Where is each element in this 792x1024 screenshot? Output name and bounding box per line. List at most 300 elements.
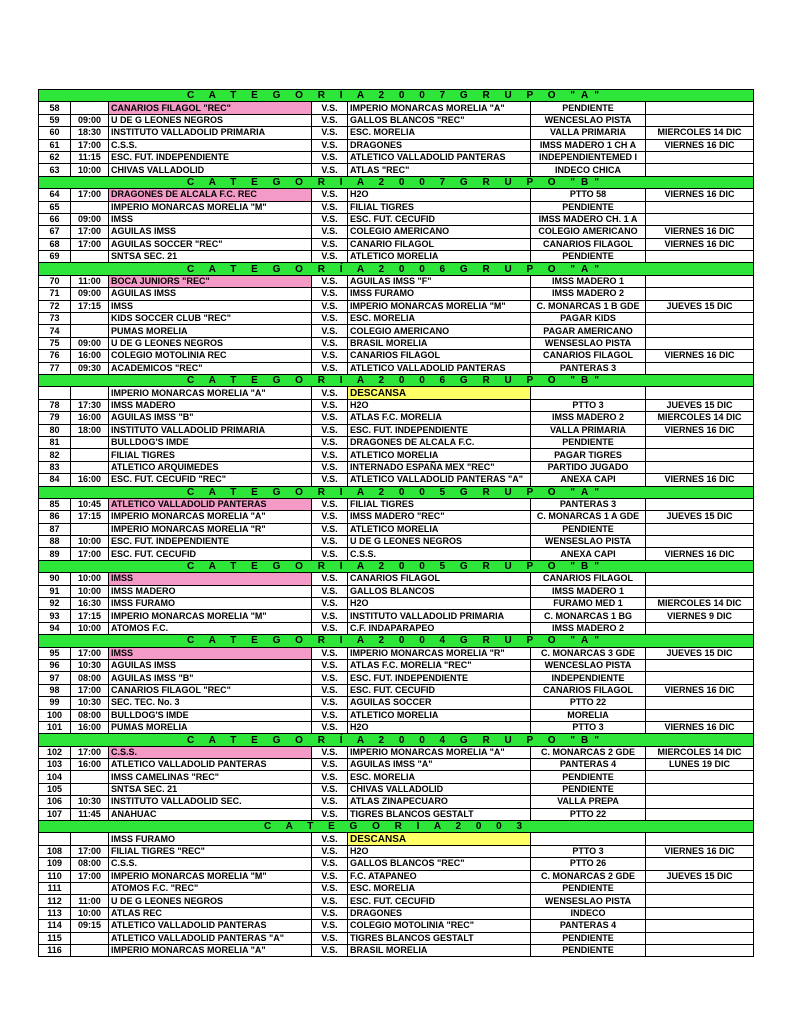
match-venue: C. MONARCAS 1 B GDE [531,300,646,312]
versus-label: V.S. [312,573,348,585]
home-team: C.S.S. [109,746,312,758]
away-team: H2O [348,598,531,610]
category-header [39,263,754,275]
match-time [71,201,109,213]
table-row [39,251,754,263]
match-number: 106 [39,796,71,808]
match-number: 109 [39,858,71,870]
away-team: H2O [348,189,531,201]
match-venue: PANTERAS 3 [531,362,646,374]
home-team: AGUILAS IMSS [109,288,312,300]
away-team: U DE G LEONES NEGROS [348,536,531,548]
away-team: GALLOS BLANCOS "REC" [348,114,531,126]
match-date [646,536,754,548]
match-venue: CANARIOS FILAGOL [531,684,646,696]
match-time: 16:00 [71,412,109,424]
match-date: VIERNES 16 DIC [646,684,754,696]
match-venue: C. MONARCAS 2 GDE [531,870,646,882]
away-team: CANARIOS FILAGOL [348,573,531,585]
versus-label: V.S. [312,548,348,560]
versus-label: V.S. [312,412,348,424]
match-date [646,498,754,510]
category-header [39,486,754,498]
home-team: AGUILAS IMSS [109,226,312,238]
match-date [646,771,754,783]
away-team: INTERNADO ESPAÑA MEX "REC" [348,461,531,473]
home-team: IMSS [109,573,312,585]
match-date: VIERNES 16 DIC [646,474,754,486]
match-venue: PENDIENTE [531,944,646,956]
versus-label: V.S. [312,275,348,287]
match-time [71,932,109,944]
away-team: C.S.S. [348,548,531,560]
away-team: FILIAL TIGRES [348,498,531,510]
versus-label: V.S. [312,325,348,337]
table-row [39,275,754,287]
away-team: H2O [348,845,531,857]
match-number: 96 [39,659,71,671]
away-team: IMPERIO MONARCAS MORELIA "R" [348,647,531,659]
table-row [39,659,754,671]
table-row [39,523,754,535]
match-venue: C. MONARCAS 1 BG [531,610,646,622]
table-row [39,461,754,473]
home-team: CANARIOS FILAGOL "REC" [109,102,312,114]
match-venue: IMSS MADERO 2 [531,288,646,300]
match-venue: PENDIENTE [531,251,646,263]
match-venue: CANARIOS FILAGOL [531,573,646,585]
match-time: 17:15 [71,511,109,523]
home-team: C.S.S. [109,858,312,870]
versus-label: V.S. [312,139,348,151]
versus-label: V.S. [312,920,348,932]
match-time [71,883,109,895]
match-time: 11:00 [71,275,109,287]
versus-label: V.S. [312,858,348,870]
match-number: 62 [39,151,71,163]
versus-label: V.S. [312,659,348,671]
match-number: 113 [39,907,71,919]
versus-label: V.S. [312,523,348,535]
table-row [39,721,754,733]
table-row [39,536,754,548]
match-number: 83 [39,461,71,473]
away-team: ESC. FUT. INDEPENDIENTE [348,424,531,436]
table-row [39,548,754,560]
match-number: 98 [39,684,71,696]
match-time: 09:00 [71,114,109,126]
match-venue: IMSS MADERO 2 [531,622,646,634]
away-team: DESCANSA [348,833,531,845]
away-team: ATLETICO MORELIA [348,251,531,263]
match-time: 16:00 [71,350,109,362]
home-team: IMPERIO MONARCAS MORELIA "M" [109,610,312,622]
category-title: C A T E G O R Í A 2 0 0 6 G R U P O "B" [39,374,754,386]
home-team: C.S.S. [109,139,312,151]
category-header [39,821,754,833]
home-team: COLEGIO MOTOLINIA REC [109,350,312,362]
match-venue: PTTO 22 [531,697,646,709]
match-venue: PENDIENTE [531,783,646,795]
table-row [39,226,754,238]
versus-label: V.S. [312,114,348,126]
away-team: GALLOS BLANCOS "REC" [348,858,531,870]
match-date: JUEVES 15 DIC [646,300,754,312]
match-time [71,102,109,114]
match-venue: PENDIENTE [531,883,646,895]
table-row [39,201,754,213]
away-team: IMPERIO MONARCAS MORELIA "A" [348,102,531,114]
match-venue: ANEXA CAPI [531,474,646,486]
table-row [39,684,754,696]
away-team: AGUILAS IMSS "F" [348,275,531,287]
table-row [39,783,754,795]
home-team: IMSS CAMELINAS "REC" [109,771,312,783]
match-time: 17:00 [71,845,109,857]
away-team: IMPERIO MONARCAS MORELIA "M" [348,300,531,312]
away-team: ATLAS F.C. MORELIA [348,412,531,424]
versus-label: V.S. [312,362,348,374]
away-team: ESC. FUT. INDEPENDIENTE [348,672,531,684]
table-row [39,697,754,709]
away-team: COLEGIO MOTOLINIA "REC" [348,920,531,932]
away-team: ATLAS "REC" [348,164,531,176]
home-team: SEC. TEC. No. 3 [109,697,312,709]
away-team: CANARIO FILAGOL [348,238,531,250]
category-header [39,734,754,746]
table-row [39,412,754,424]
match-number: 82 [39,449,71,461]
match-number: 103 [39,759,71,771]
match-number: 85 [39,498,71,510]
category-header [39,176,754,188]
match-time: 09:00 [71,337,109,349]
match-time: 17:15 [71,300,109,312]
match-date [646,659,754,671]
match-date [646,461,754,473]
away-team: ESC. MORELIA [348,771,531,783]
away-team: H2O [348,399,531,411]
match-venue: CANARIOS FILAGOL [531,238,646,250]
versus-label: V.S. [312,387,348,399]
category-title: C A T E G O R Í A 2 0 0 7 G R U P O "A" [39,90,754,102]
home-team: IMSS [109,300,312,312]
match-time: 17:00 [71,684,109,696]
match-date: VIERNES 16 DIC [646,424,754,436]
match-date [646,783,754,795]
match-date: VIERNES 16 DIC [646,189,754,201]
match-number: 110 [39,870,71,882]
match-venue: PENDIENTE [531,436,646,448]
match-venue: PANTERAS 4 [531,920,646,932]
match-number: 112 [39,895,71,907]
table-row [39,672,754,684]
match-date [646,932,754,944]
away-team: GALLOS BLANCOS [348,585,531,597]
match-date [646,151,754,163]
category-header [39,374,754,386]
match-number: 89 [39,548,71,560]
match-number: 79 [39,412,71,424]
table-row [39,449,754,461]
away-team: C.F. INDAPARAPEO [348,622,531,634]
match-venue: WENCESLAO PISTA [531,659,646,671]
table-row [39,337,754,349]
table-row [39,932,754,944]
away-team: BRASIL MORELIA [348,944,531,956]
match-venue: PAGAR TIGRES [531,449,646,461]
home-team: SNTSA SEC. 21 [109,783,312,795]
match-number: 68 [39,238,71,250]
away-team: AGUILAS IMSS "A" [348,759,531,771]
match-number: 70 [39,275,71,287]
match-venue: WENCESLAO PISTA [531,114,646,126]
table-row [39,387,754,399]
away-team: F.C. ATAPANEO [348,870,531,882]
match-venue: INDECO [531,907,646,919]
match-venue: IMSS MADERO 1 [531,585,646,597]
match-time: 17:00 [71,647,109,659]
table-row [39,350,754,362]
home-team: IMPERIO MONARCAS MORELIA "A" [109,387,312,399]
match-date: MIERCOLES 14 DIC [646,127,754,139]
match-time: 18:30 [71,127,109,139]
match-number: 90 [39,573,71,585]
away-team: TIGRES BLANCOS GESTALT [348,932,531,944]
home-team: IMPERIO MONARCAS MORELIA "A" [109,944,312,956]
table-row [39,436,754,448]
match-time [71,387,109,399]
match-venue: PTTO 22 [531,808,646,820]
table-row [39,870,754,882]
match-venue: C. MONARCAS 3 GDE [531,647,646,659]
match-venue: MORELIA [531,709,646,721]
match-date: MIERCOLES 14 DIC [646,412,754,424]
away-team: IMSS FURAMO [348,288,531,300]
match-time: 16:00 [71,474,109,486]
table-row [39,139,754,151]
match-number: 80 [39,424,71,436]
match-date: JUEVES 15 DIC [646,870,754,882]
match-venue: PARTIDO JUGADO [531,461,646,473]
match-time [71,436,109,448]
away-team: DRAGONES DE ALCALA F.C. [348,436,531,448]
match-time: 09:30 [71,362,109,374]
match-venue: WENSESLAO PISTA [531,895,646,907]
versus-label: V.S. [312,164,348,176]
versus-label: V.S. [312,783,348,795]
versus-label: V.S. [312,622,348,634]
match-number: 84 [39,474,71,486]
away-team: CANARIOS FILAGOL [348,350,531,362]
match-date: VIERNES 16 DIC [646,238,754,250]
match-time: 16:00 [71,721,109,733]
match-number: 72 [39,300,71,312]
versus-label: V.S. [312,796,348,808]
match-date [646,201,754,213]
versus-label: V.S. [312,845,348,857]
versus-label: V.S. [312,213,348,225]
match-time: 08:00 [71,858,109,870]
away-team: ESC. FUT. CECUFID [348,684,531,696]
match-time [71,771,109,783]
match-venue: PAGAR AMERICANO [531,325,646,337]
versus-label: V.S. [312,251,348,263]
match-date [646,895,754,907]
match-time: 16:00 [71,759,109,771]
match-time: 10:00 [71,585,109,597]
away-team: ATLETICO VALLADOLID PANTERAS [348,362,531,374]
table-row [39,907,754,919]
match-time: 11:15 [71,151,109,163]
away-team: AGUILAS SOCCER [348,697,531,709]
match-date: VIERNES 16 DIC [646,139,754,151]
table-row [39,746,754,758]
match-number: 87 [39,523,71,535]
versus-label: V.S. [312,585,348,597]
versus-label: V.S. [312,424,348,436]
match-time: 17:00 [71,226,109,238]
home-team: ATLETICO ARQUIMEDES [109,461,312,473]
match-date [646,288,754,300]
match-date [646,213,754,225]
match-time: 08:00 [71,709,109,721]
versus-label: V.S. [312,932,348,944]
match-date [646,808,754,820]
home-team: ESC. FUT. CECUFID [109,548,312,560]
home-team: ATLAS REC [109,907,312,919]
category-title: C A T E G O R Í A 2 0 0 5 G R U P O "A" [39,486,754,498]
match-venue: PENDIENTE [531,771,646,783]
home-team: U DE G LEONES NEGROS [109,337,312,349]
away-team: INSTITUTO VALLADOLID PRIMARIA [348,610,531,622]
match-date [646,387,754,399]
match-venue: COLEGIO AMERICANO [531,226,646,238]
match-date: MIERCOLES 14 DIC [646,746,754,758]
match-number: 86 [39,511,71,523]
home-team: ATLETICO VALLADOLID PANTERAS [109,920,312,932]
match-time: 17:00 [71,746,109,758]
versus-label: V.S. [312,883,348,895]
table-row [39,944,754,956]
match-date [646,585,754,597]
table-row [39,759,754,771]
match-venue: PAGAR KIDS [531,313,646,325]
away-team: CHIVAS VALLADOLID [348,783,531,795]
match-venue: ANEXA CAPI [531,548,646,560]
away-team: DESCANSA [348,387,531,399]
match-venue [531,833,646,845]
match-time: 18:00 [71,424,109,436]
home-team: ATOMOS F.C. [109,622,312,634]
table-row [39,833,754,845]
versus-label: V.S. [312,536,348,548]
away-team: FILIAL TIGRES [348,201,531,213]
versus-label: V.S. [312,697,348,709]
match-date [646,796,754,808]
table-row [39,895,754,907]
category-title: C A T E G O R Í A 2 0 0 4 G R U P O "A" [39,635,754,647]
versus-label: V.S. [312,449,348,461]
match-number: 61 [39,139,71,151]
match-time: 17:00 [71,139,109,151]
match-venue: WENSESLAO PISTA [531,337,646,349]
versus-label: V.S. [312,337,348,349]
table-row [39,808,754,820]
match-number: 97 [39,672,71,684]
table-row [39,647,754,659]
match-date [646,313,754,325]
match-number: 107 [39,808,71,820]
table-row [39,883,754,895]
versus-label: V.S. [312,313,348,325]
match-date [646,275,754,287]
match-number: 100 [39,709,71,721]
match-number: 63 [39,164,71,176]
match-date [646,436,754,448]
home-team: IMPERIO MONARCAS MORELIA "M" [109,870,312,882]
match-date [646,920,754,932]
match-venue: IMSS MADERO 1 CH A [531,139,646,151]
match-time: 16:30 [71,598,109,610]
home-team: ATLETICO VALLADOLID PANTERAS "A" [109,932,312,944]
match-date [646,697,754,709]
home-team: U DE G LEONES NEGROS [109,114,312,126]
versus-label: V.S. [312,436,348,448]
home-team: ATLETICO VALLADOLID PANTERAS [109,759,312,771]
versus-label: V.S. [312,399,348,411]
match-date [646,164,754,176]
home-team: INSTITUTO VALLADOLID PRIMARIA [109,424,312,436]
match-venue: PTTO 58 [531,189,646,201]
versus-label: V.S. [312,944,348,956]
away-team: ATLETICO VALLADOLID PANTERAS [348,151,531,163]
match-time [71,251,109,263]
match-venue: C. MONARCAS 1 A GDE [531,511,646,523]
versus-label: V.S. [312,226,348,238]
home-team: IMPERIO MONARCAS MORELIA "R" [109,523,312,535]
match-time [71,449,109,461]
table-row [39,288,754,300]
home-team: CHIVAS VALLADOLID [109,164,312,176]
home-team: PUMAS MORELIA [109,721,312,733]
home-team: FILIAL TIGRES "REC" [109,845,312,857]
home-team: ANAHUAC [109,808,312,820]
schedule-body [39,90,754,957]
match-venue: VALLA PRIMARIA [531,127,646,139]
match-date: LUNES 19 DIC [646,759,754,771]
table-row [39,858,754,870]
match-number: 64 [39,189,71,201]
match-venue: PTTO 3 [531,399,646,411]
home-team: BULLDOG'S IMDE [109,709,312,721]
away-team: ESC. FUT. CECUFID [348,213,531,225]
table-row [39,313,754,325]
match-venue: PENDIENTE [531,201,646,213]
match-date [646,573,754,585]
versus-label: V.S. [312,474,348,486]
match-number: 77 [39,362,71,374]
versus-label: V.S. [312,610,348,622]
match-date: JUEVES 15 DIC [646,399,754,411]
away-team: ESC. MORELIA [348,313,531,325]
match-venue: VALLA PRIMARIA [531,424,646,436]
match-date [646,672,754,684]
match-time: 17:00 [71,238,109,250]
match-number: 75 [39,337,71,349]
match-time: 10:30 [71,796,109,808]
match-number: 76 [39,350,71,362]
